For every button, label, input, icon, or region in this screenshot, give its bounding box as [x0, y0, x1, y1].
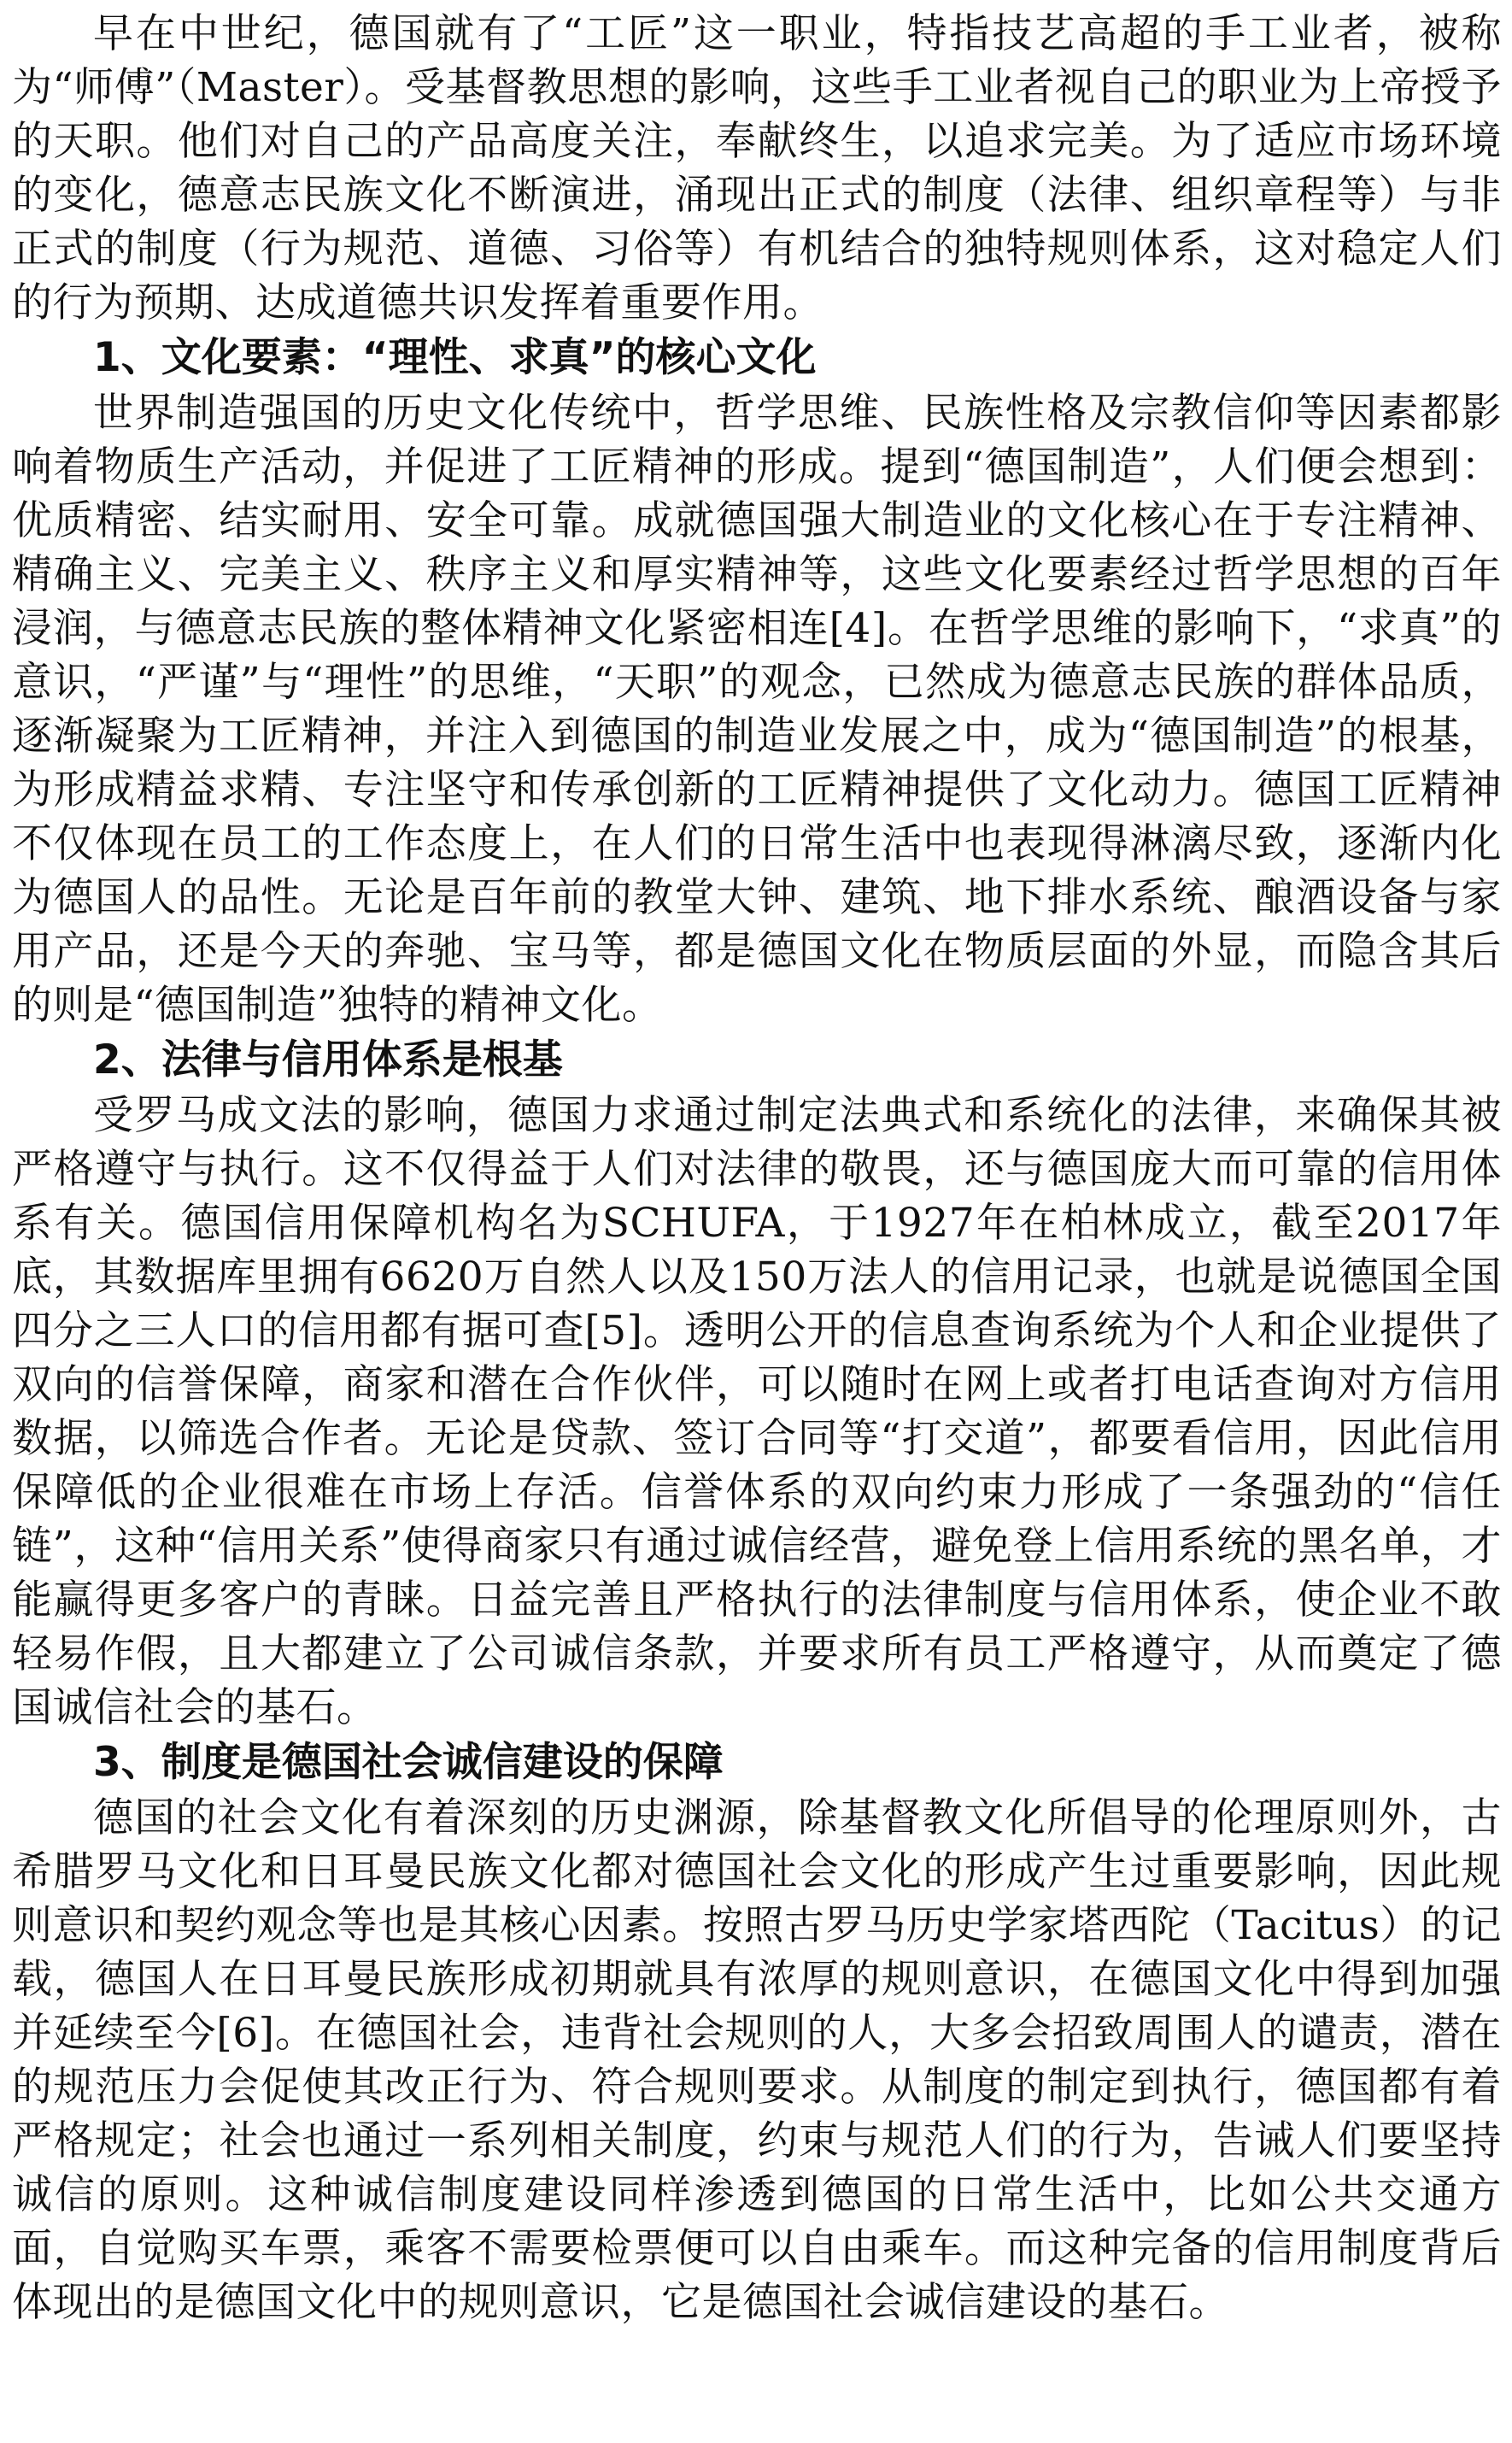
section-1-heading: 1、文化要素：“理性、求真”的核心文化 — [93, 334, 817, 381]
intro-paragraph: 早在中世纪，德国就有了“工匠”这一职业，特指技艺高超的手工业者，被称为“师傅”（Master）。受基督教思想的影响，这些手工业者视自己的职业为上帝授予的天职。他们对自己的产品高度关注，奉献终生，以追求完美。为了适应市场环境的变化，德意志民族文化不断演进，涌现出正式的制度（法律、组织章程等）与非正式的制度（行为规范、道德、习俗等）有机结合的独特规则体系，这对稳定人们的行为预期、达成道德共识发挥着重要作用。 — [12, 10, 1502, 326]
section-3-heading: 3、制度是德国社会诚信建设的保障 — [93, 1739, 724, 1786]
section-3-body: 德国的社会文化有着深刻的历史渊源，除基督教文化所倡导的伦理原则外，古希腊罗马文化和日耳曼民族文化都对德国社会文化的形成产生过重要影响，因此规则意识和契约观念等也是其核心因素。按照古罗马历史学家塔西陀（Tacitus）的记载，德国人在日耳曼民族形成初期就具有浓厚的规则意识，在德国文化中得到加强并延续至今[6]。在德国社会，违背社会规则的人，大多会招致周围人的谴责，潜在的规范压力会促使其改正行为、符合规则要求。从制度的制定到执行，德国都有着严格规定；社会也通过一系列相关制度，约束与规范人们的行为，告诫人们要坚持诚信的原则。这种诚信制度建设同样渗透到德国的日常生活中，比如公共交通方面，自觉购买车票，乘客不需要检票便可以自由乘车。而这种完备的信用制度背后体现出的是德国文化中的规则意识，它是德国社会诚信建设的基石。 — [12, 1794, 1502, 2326]
section-1-body: 世界制造强国的历史文化传统中，哲学思维、民族性格及宗教信仰等因素都影响着物质生产活动，并促进了工匠精神的形成。提到“德国制造”，人们便会想到：优质精密、结实耐用、安全可靠。成就德国强大制造业的文化核心在于专注精神、精确主义、完美主义、秩序主义和厚实精神等，这些文化要素经过哲学思想的百年浸润，与德意志民族的整体精神文化紧密相连[4]。在哲学思维的影响下，“求真”的意识，“严谨”与“理性”的思维，“天职”的观念，已然成为德意志民族的群体品质，逐渐凝聚为工匠精神，并注入到德国的制造业发展之中，成为“德国制造”的根基，为形成精益求精、专注坚守和传承创新的工匠精神提供了文化动力。德国工匠精神不仅体现在员工的工作态度上，在人们的日常生活中也表现得淋漓尽致，逐渐内化为德国人的品性。无论是百年前的教堂大钟、建筑、地下排水系统、酿酒设备与家用产品，还是今天的奔驰、宝马等，都是德国文化在物质层面的外显，而隐含其后的则是“德国制造”独特的精神文化。 — [12, 390, 1502, 1029]
section-2-heading: 2、法律与信用体系是根基 — [93, 1037, 563, 1083]
section-2-body: 受罗马成文法的影响，德国力求通过制定法典式和系统化的法律，来确保其被严格遵守与执行。这不仅得益于人们对法律的敬畏，还与德国庞大而可靠的信用体系有关。德国信用保障机构名为SCHUFA，于1927年在柏林成立，截至2017年底，其数据库里拥有6620万自然人以及150万法人的信用记录，也就是说德国全国四分之三人口的信用都有据可查[5]。透明公开的信息查询系统为个人和企业提供了双向的信誉保障，商家和潜在合作伙伴，可以随时在网上或者打电话查询对方信用数据，以筛选合作者。无论是贷款、签订合同等“打交道”，都要看信用，因此信用保障低的企业很难在市场上存活。信誉体系的双向约束力形成了一条强劲的“信任链”，这种“信用关系”使得商家只有通过诚信经营，避免登上信用系统的黑名单，才能赢得更多客户的青睐。日益完善且严格执行的法律制度与信用体系，使企业不敢轻易作假，且大都建立了公司诚信条款，并要求所有员工严格遵守，从而奠定了德国诚信社会的基石。 — [12, 1092, 1502, 1731]
document-page — [12, 7, 1502, 2329]
